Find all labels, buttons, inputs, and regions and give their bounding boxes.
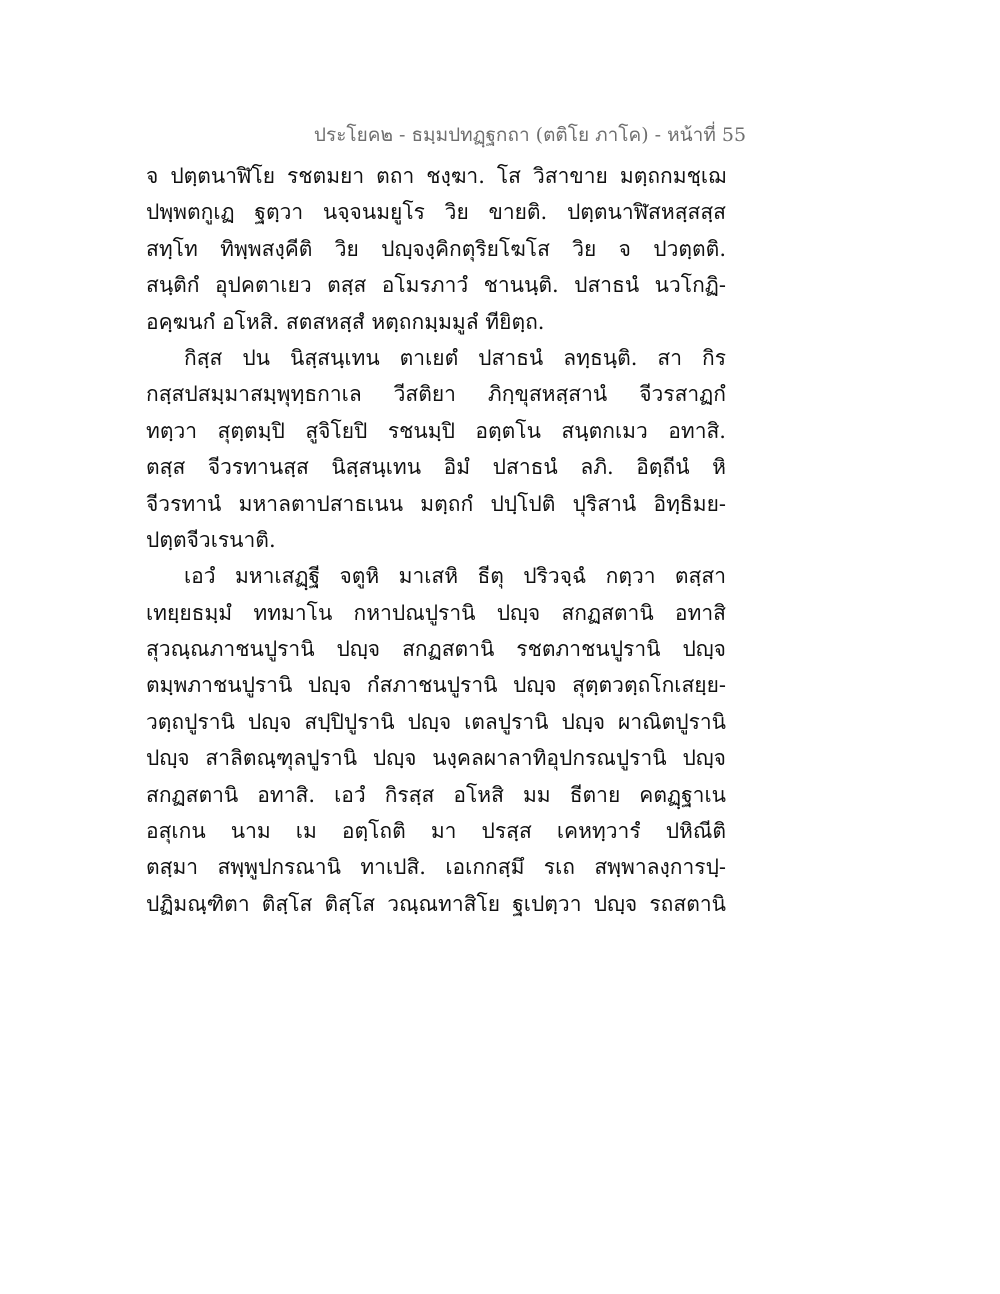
text-line: สทฺโท ทิพฺพสงฺคีติ วิย ปญฺจงฺคิกตุริยโฆโส วิย จ ปวตฺตติ. (146, 236, 726, 261)
text-line: ตสฺส จีวรทานสฺส นิสฺสนฺเทน อิมํ ปสาธนํ ลภิ. อิตฺถีนํ หิ (146, 455, 726, 480)
text-line: ตสฺมา สพฺพูปกรณานิ ทาเปสิ. เอเกกสฺมึ รเถ สพฺพาลงฺการปฺ- (146, 855, 726, 880)
page-body (146, 158, 726, 922)
text-line: กสฺสปสมฺมาสมฺพุทฺธกาเล วีสติยา ภิกฺขุสหสฺสานํ จีวรสาฏกํ (146, 382, 726, 407)
text-line: ปตฺตจีวเรนาติ. (146, 527, 276, 552)
text-line: สุวณฺณภาชนปูรานิ ปญฺจ สกฏสตานิ รชตภาชนปูรานิ ปญฺจ (146, 637, 726, 662)
text-line: ปพฺพตกูเฏ ฐตฺวา นจฺจนมยูโร วิย ขายติ. ปตฺตนาฬิสหสฺสสฺส (146, 200, 726, 225)
text-line: เทยฺยธมฺมํ ททมาโน กหาปณปูรานิ ปญฺจ สกฏสตานิ อทาสิ (146, 600, 726, 625)
text-line: ทตฺวา สุตฺตมฺปิ สูจิโยปิ รชนมฺปิ อตฺตโน สนฺตกเมว อทาสิ. (146, 418, 726, 443)
text-line: สนฺติกํ อุปคตาเยว ตสฺส อโมรภาวํ ชานนฺติ. ปสาธนํ นวโกฏิ- (146, 273, 726, 298)
text-line: ตมฺพภาชนปูรานิ ปญฺจ กํสภาชนปูรานิ ปญฺจ สุตฺตวตฺถโกเสยฺย- (146, 673, 726, 698)
running-header: ประโยค๒ - ธมฺมปทฏฺฐกถา (ตติโย ภาโค) - หน้าที่ 55 (313, 124, 747, 146)
text-line: ปฏิมณฺฑิตา ติสฺโส ติสฺโส วณฺณทาสิโย ฐเปตฺวา ปญฺจ รถสตานิ (146, 891, 726, 916)
text-line: จ ปตฺตนาฬิโย รชตมยา ตถา ชงฺฆา. โส วิสาขาย มตฺถกมชฺเฌ (146, 164, 726, 188)
text-line: วตฺถปูรานิ ปญฺจ สปฺปิปูรานิ ปญฺจ เตลปูรานิ ปญฺจ ผาณิตปูรานิ (146, 709, 726, 734)
text-line: กิสฺส ปน นิสฺสนฺเทน ตาเยตํ ปสาธนํ ลทฺธนฺติ. สา กิร (184, 345, 726, 370)
text-line: อคฺฆนกํ อโหสิ. สตสหสฺสํ หตฺถกมฺมมูลํ ทียิตฺถ. (146, 309, 545, 334)
text-line: จีวรทานํ มหาลตาปสาธเนน มตฺถกํ ปปฺโปติ ปุริสานํ อิทฺธิมย- (146, 491, 726, 516)
text-line: ปญฺจ สาลิตณฺฑุลปูรานิ ปญฺจ นงฺคลผาลาทิอุปกรณปูรานิ ปญฺจ (146, 746, 726, 771)
text-line: อสุเกน นาม เม อตฺโถติ มา ปรสฺส เคหทฺวารํ ปหิณีติ (146, 819, 726, 844)
text-line: สกฏสตานิ อทาสิ. เอวํ กิรสฺส อโหสิ มม ธีตาย คตฏฺฐาเน (146, 782, 726, 807)
text-line: เอวํ มหาเสฏฺฐี จตูหิ มาเสหิ ธีตุ ปริวจฺฉํ กตฺวา ตสฺสา (184, 564, 726, 589)
